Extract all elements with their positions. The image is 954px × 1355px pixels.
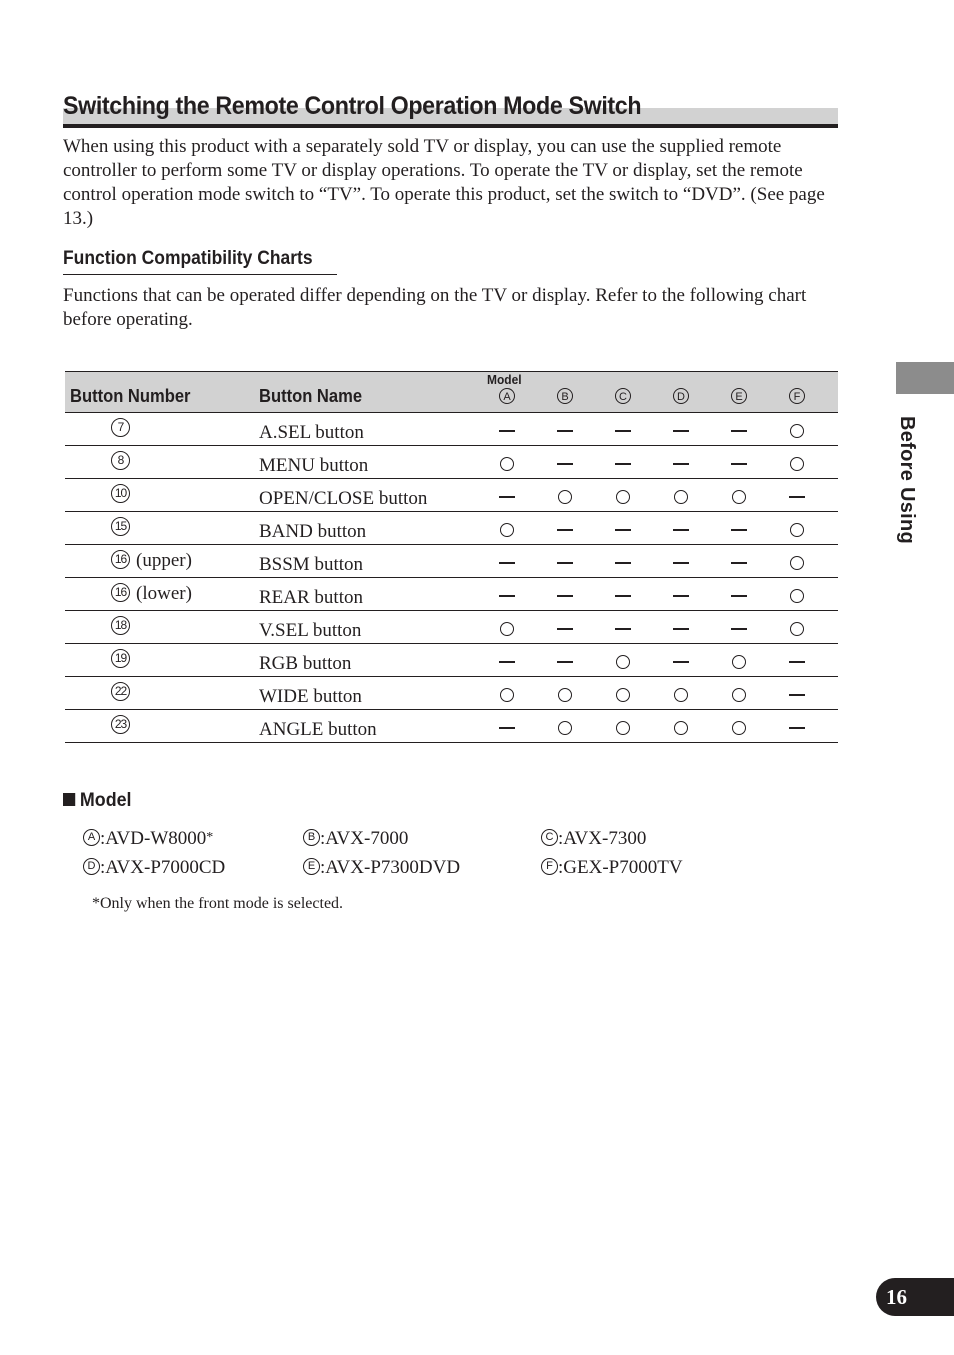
header-model-c xyxy=(613,387,633,405)
unsupported-dash-icon xyxy=(615,430,631,432)
unsupported-dash-icon xyxy=(557,595,573,597)
button-number xyxy=(111,682,136,704)
header-button-name: Button Name xyxy=(259,386,363,406)
unsupported-dash-icon xyxy=(673,661,689,663)
table-row xyxy=(65,677,838,710)
button-name: MENU button xyxy=(259,455,369,476)
model-item xyxy=(303,857,460,879)
supported-circle-icon xyxy=(732,688,746,702)
model-item xyxy=(541,828,646,850)
model-item xyxy=(83,857,225,879)
button-number-19-icon: 19 xyxy=(111,649,130,668)
unsupported-dash-icon xyxy=(673,430,689,432)
model-item xyxy=(541,857,683,879)
unsupported-dash-icon xyxy=(789,496,805,498)
model-letter-a-icon: A xyxy=(499,388,515,404)
unsupported-dash-icon xyxy=(673,463,689,465)
supported-circle-icon xyxy=(790,556,804,570)
header-model: Model xyxy=(487,372,522,387)
page-title: Switching the Remote Control Operation Mode Switch xyxy=(63,92,642,120)
section-heading-underline xyxy=(63,274,337,275)
table-row xyxy=(65,479,838,512)
button-number-16-icon: 16 xyxy=(111,583,130,602)
table-row xyxy=(65,413,838,446)
button-number-suffix: (lower) xyxy=(136,583,192,604)
unsupported-dash-icon xyxy=(615,562,631,564)
supported-circle-icon xyxy=(732,721,746,735)
model-letter-c-icon: C xyxy=(615,388,631,404)
model-name: :AVX-7300 xyxy=(558,828,647,849)
side-tab-label: Before Using xyxy=(896,416,918,545)
table-header xyxy=(65,371,838,413)
unsupported-dash-icon xyxy=(557,562,573,564)
unsupported-dash-icon xyxy=(499,562,515,564)
header-model-a xyxy=(497,387,517,405)
unsupported-dash-icon xyxy=(731,529,747,531)
table-row xyxy=(65,446,838,479)
supported-circle-icon xyxy=(790,523,804,537)
header-model-e xyxy=(729,387,749,405)
unsupported-dash-icon xyxy=(789,694,805,696)
supported-circle-icon xyxy=(790,424,804,438)
model-letter-b-icon: B xyxy=(557,388,573,404)
model-asterisk: * xyxy=(206,830,214,845)
model-name: :AVX-P7300DVD xyxy=(320,857,461,878)
button-number-16-icon: 16 xyxy=(111,550,130,569)
table-row xyxy=(65,710,838,743)
unsupported-dash-icon xyxy=(731,595,747,597)
button-name: OPEN/CLOSE button xyxy=(259,488,428,509)
button-number-15-icon: 15 xyxy=(111,517,130,536)
button-number-7-icon: 7 xyxy=(111,418,130,437)
supported-circle-icon xyxy=(500,457,514,471)
button-number xyxy=(111,451,136,473)
unsupported-dash-icon xyxy=(557,463,573,465)
button-number xyxy=(111,484,136,506)
model-f-icon: F xyxy=(541,858,558,875)
button-number xyxy=(111,616,136,638)
unsupported-dash-icon xyxy=(615,529,631,531)
button-name: ANGLE button xyxy=(259,719,377,740)
button-name: BAND button xyxy=(259,521,367,542)
button-name: WIDE button xyxy=(259,686,362,707)
model-d-icon: D xyxy=(83,858,100,875)
unsupported-dash-icon xyxy=(673,628,689,630)
button-name: BSSM button xyxy=(259,554,364,575)
supported-circle-icon xyxy=(732,490,746,504)
side-tab-marker xyxy=(896,362,954,394)
unsupported-dash-icon xyxy=(499,496,515,498)
model-e-icon: E xyxy=(303,858,320,875)
button-number-23-icon: 23 xyxy=(111,715,130,734)
button-name: A.SEL button xyxy=(259,422,364,443)
compatibility-table xyxy=(65,371,838,743)
unsupported-dash-icon xyxy=(731,628,747,630)
model-a-icon: A xyxy=(83,829,100,846)
unsupported-dash-icon xyxy=(673,562,689,564)
button-number xyxy=(111,418,136,440)
unsupported-dash-icon xyxy=(499,430,515,432)
button-name: V.SEL button xyxy=(259,620,362,641)
model-item xyxy=(303,828,408,850)
button-number xyxy=(111,649,136,671)
model-name: :AVX-7000 xyxy=(320,828,409,849)
table-row xyxy=(65,545,838,578)
model-letter-f-icon: F xyxy=(789,388,805,404)
supported-circle-icon xyxy=(790,589,804,603)
model-name: :AVD-W8000 xyxy=(100,828,207,849)
button-name: REAR button xyxy=(259,587,363,608)
model-name: :AVX-P7000CD xyxy=(100,857,226,878)
unsupported-dash-icon xyxy=(557,628,573,630)
header-model-d xyxy=(671,387,691,405)
title-rule xyxy=(63,124,838,128)
header-model-b xyxy=(555,387,575,405)
supported-circle-icon xyxy=(732,655,746,669)
supported-circle-icon xyxy=(500,622,514,636)
section-paragraph: Functions that can be operated differ depending on the TV or display. Refer to the following chart before operating. xyxy=(63,285,807,330)
button-number xyxy=(111,517,136,539)
unsupported-dash-icon xyxy=(731,562,747,564)
unsupported-dash-icon xyxy=(731,463,747,465)
supported-circle-icon xyxy=(674,688,688,702)
table-body xyxy=(65,413,838,743)
supported-circle-icon xyxy=(674,721,688,735)
table-row xyxy=(65,578,838,611)
square-bullet-icon xyxy=(63,793,75,806)
button-number-10-icon: 10 xyxy=(111,484,130,503)
model-letter-e-icon: E xyxy=(731,388,747,404)
button-number-22-icon: 22 xyxy=(111,682,130,701)
supported-circle-icon xyxy=(616,490,630,504)
supported-circle-icon xyxy=(674,490,688,504)
model-name: :GEX-P7000TV xyxy=(558,857,683,878)
model-c-icon: C xyxy=(541,829,558,846)
supported-circle-icon xyxy=(790,622,804,636)
header-button-number: Button Number xyxy=(70,386,191,406)
unsupported-dash-icon xyxy=(615,463,631,465)
supported-circle-icon xyxy=(500,688,514,702)
supported-circle-icon xyxy=(616,721,630,735)
page-number: 16 xyxy=(876,1278,954,1316)
table-row xyxy=(65,512,838,545)
button-name: RGB button xyxy=(259,653,352,674)
supported-circle-icon xyxy=(790,457,804,471)
supported-circle-icon xyxy=(500,523,514,537)
supported-circle-icon xyxy=(558,688,572,702)
table-row xyxy=(65,644,838,677)
button-number xyxy=(111,583,192,605)
unsupported-dash-icon xyxy=(615,628,631,630)
unsupported-dash-icon xyxy=(731,430,747,432)
unsupported-dash-icon xyxy=(499,661,515,663)
button-number-18-icon: 18 xyxy=(111,616,130,635)
unsupported-dash-icon xyxy=(557,430,573,432)
supported-circle-icon xyxy=(616,688,630,702)
model-heading xyxy=(63,790,132,812)
button-number-suffix: (upper) xyxy=(136,550,192,571)
supported-circle-icon xyxy=(558,490,572,504)
table-row xyxy=(65,611,838,644)
button-number-8-icon: 8 xyxy=(111,451,130,470)
model-item xyxy=(83,828,213,850)
unsupported-dash-icon xyxy=(673,529,689,531)
unsupported-dash-icon xyxy=(557,529,573,531)
unsupported-dash-icon xyxy=(789,661,805,663)
supported-circle-icon xyxy=(558,721,572,735)
intro-paragraph: When using this product with a separately sold TV or display, you can use the supplied remote controller to perform some TV or display operations. To operate the TV or display, set the remote control operation mode switch to “TV”. To operate this product, set the switch to “DVD”. (See page 13.) xyxy=(63,136,825,229)
unsupported-dash-icon xyxy=(557,661,573,663)
unsupported-dash-icon xyxy=(499,595,515,597)
model-letter-d-icon: D xyxy=(673,388,689,404)
supported-circle-icon xyxy=(616,655,630,669)
section-heading: Function Compatibility Charts xyxy=(63,248,313,269)
unsupported-dash-icon xyxy=(789,727,805,729)
button-number xyxy=(111,550,192,572)
model-heading-text: Model xyxy=(79,790,132,811)
unsupported-dash-icon xyxy=(499,727,515,729)
header-model-f xyxy=(787,387,807,405)
unsupported-dash-icon xyxy=(615,595,631,597)
footnote: *Only when the front mode is selected. xyxy=(92,895,344,912)
unsupported-dash-icon xyxy=(673,595,689,597)
button-number xyxy=(111,715,136,737)
model-b-icon: B xyxy=(303,829,320,846)
